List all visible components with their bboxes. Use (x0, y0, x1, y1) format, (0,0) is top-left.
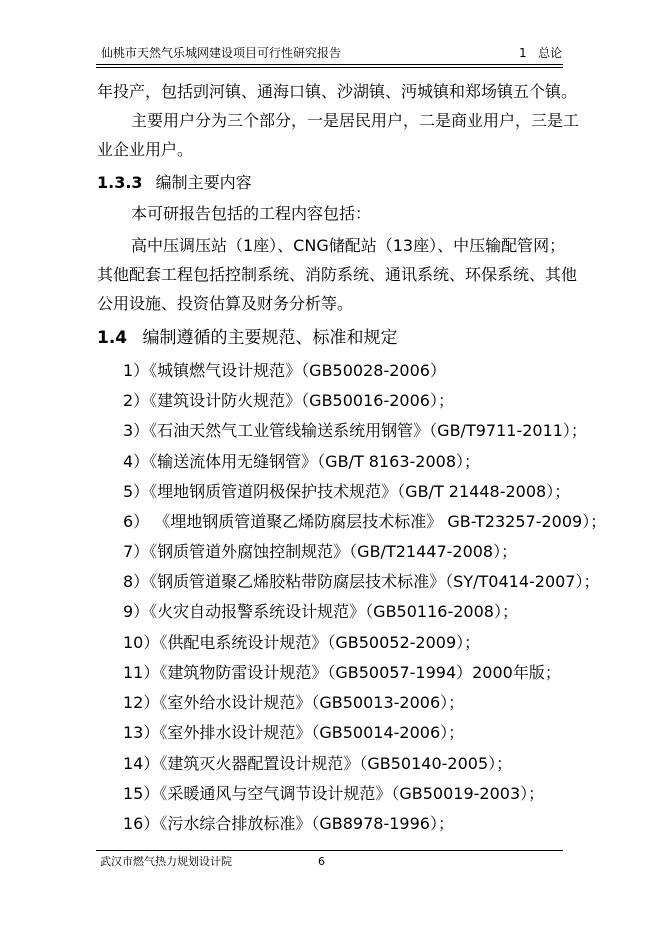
header-rule (96, 64, 563, 65)
footer-organization: 武汉市燃气热力规划设计院 (100, 855, 232, 868)
standard-item-15: 15）《采暖通风与空气调节设计规范》（GB50019-2003）； (123, 784, 545, 803)
standard-item-14: 14）《建筑灭火器配置设计规范》（GB50140-2005）； (123, 754, 513, 773)
section-number: 1.3.3 (97, 173, 143, 192)
paragraph-scope-line3: 公用设施、投资估算及财务分析等。 (97, 294, 354, 313)
standard-item-10: 10）《供配电系统设计规范》（GB50052-2009）； (123, 633, 481, 652)
section-title: 编制主要内容 (155, 173, 252, 192)
standard-item-4: 4）《输送流体用无缝钢管》（GB/T 8163-2008）； (123, 452, 481, 471)
standard-item-13: 13）《室外排水设计规范》（GB50014-2006）； (123, 723, 465, 742)
section-number: 1.4 (97, 328, 128, 348)
header-title: 仙桃市天然气乐城网建设项目可行性研究报告 (101, 46, 342, 60)
section-heading-1-3-3 (97, 170, 252, 193)
paragraph-users-line1: 主要用户分为三个部分，一是居民用户，二是商业用户，三是工 (131, 111, 580, 130)
section-title: 编制遵循的主要规范、标准和规定 (142, 328, 398, 348)
standard-item-3: 3）《石油天然气工业管线输送系统用钢管》（GB/T9711-2011）； (123, 421, 587, 440)
standard-item-12: 12）《室外给水设计规范》（GB50013-2006）； (123, 693, 465, 712)
standard-item-2: 2）《建筑设计防火规范》（GB50016-2006）； (123, 391, 454, 410)
section-heading-1-4 (97, 323, 398, 348)
standard-item-8: 8）《钢质管道聚乙烯胶粘带防腐层技术标准》（SY/T0414-2007）； (123, 572, 600, 591)
standard-item-1: 1）《城镇燃气设计规范》（GB50028-2006） (123, 361, 446, 380)
standard-item-11: 11）《建筑物防雷设计规范》（GB50057-1994）2000年版； (123, 663, 561, 682)
paragraph-users-line2: 业企业用户。 (97, 140, 194, 159)
standard-item-5: 5）《埋地钢质管道阴极保护技术规范》（GB/T 21448-2008）； (123, 482, 571, 501)
page-number: 6 (318, 855, 325, 868)
paragraph-continuation: 年投产，包括剅河镇、通海口镇、沙湖镇、沔城镇和郑场镇五个镇。 (97, 82, 578, 101)
paragraph-scope-intro: 本可研报告包括的工程内容包括： (131, 204, 372, 223)
standard-item-16: 16）《污水综合排放标准》（GB8978-1996）； (123, 814, 454, 833)
header-chapter: 1 总论 (519, 46, 563, 60)
standard-item-7: 7）《钢质管道外腐蚀控制规范》（GB/T21447-2008）； (123, 542, 518, 561)
footer-rule (96, 850, 563, 851)
standard-item-6: 6） 《埋地钢质管道聚乙烯防腐层技术标准》 GB-T23257-2009）； (123, 512, 607, 531)
standard-item-9: 9）《火灾自动报警系统设计规范》（GB50116-2008）； (123, 602, 518, 621)
paragraph-scope-line2: 其他配套工程包括控制系统、消防系统、通讯系统、环保系统、其他 (97, 265, 578, 284)
paragraph-scope-line1: 高中压调压站（1座）、CNG储配站（13座）、中压输配管网； (131, 236, 566, 255)
header-rule-double (96, 67, 563, 68)
